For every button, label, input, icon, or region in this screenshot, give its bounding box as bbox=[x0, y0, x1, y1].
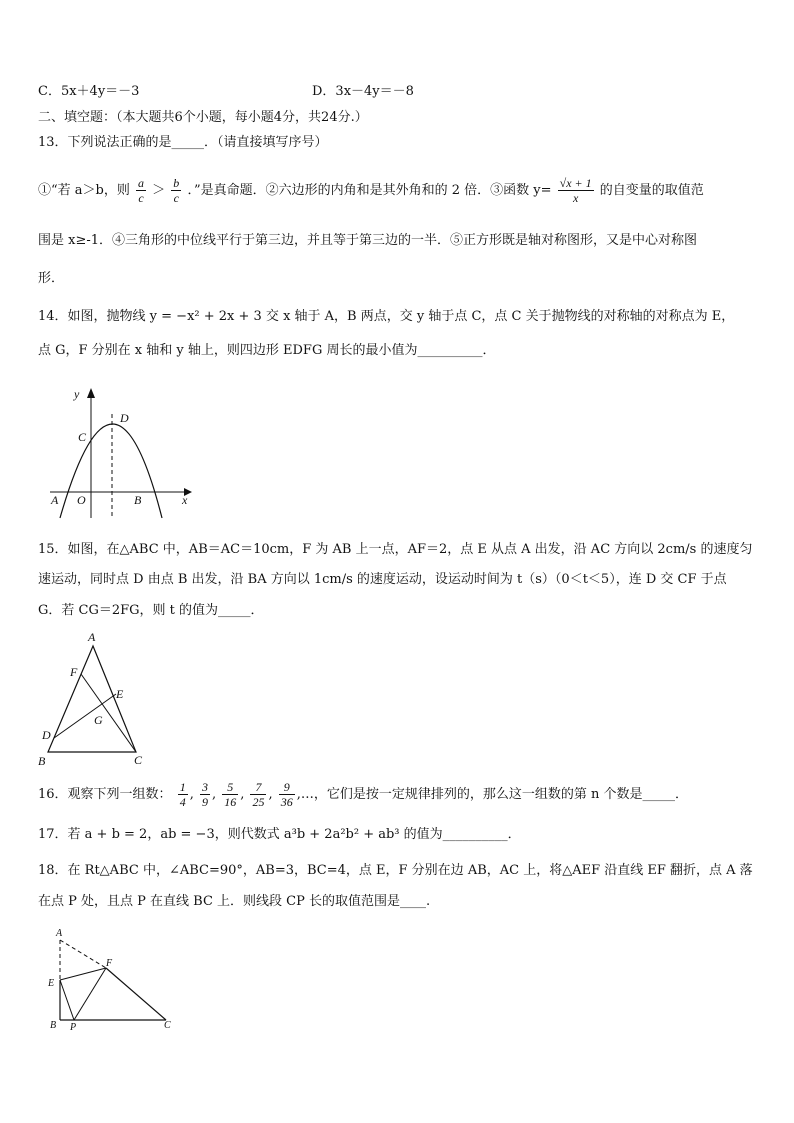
q13-line1 bbox=[38, 176, 704, 206]
q13-line1-c: 的自变量的取值范 bbox=[599, 183, 704, 198]
label-f: F bbox=[106, 958, 113, 969]
label-a: A bbox=[88, 630, 96, 644]
q13-fraction-b-over-c: $\frac{b}{c}$ bbox=[173, 176, 180, 205]
label-g: G bbox=[94, 713, 103, 727]
label-b: B bbox=[38, 754, 46, 768]
q13-stem: 13．下列说法正确的是_____．（请直接填写序号） bbox=[38, 135, 328, 150]
option-d: D．3x－4y＝－8 bbox=[312, 84, 414, 99]
label-c: C bbox=[134, 753, 143, 767]
label-y: y bbox=[74, 387, 80, 401]
q15-line1: 15．如图，在△ABC 中，AB＝AC＝10cm，F 为 AB 上一点，AF＝2，点 E 从点 A 出发，沿 AC 方向以 2cm/s 的速度匀 bbox=[38, 542, 753, 557]
parabola-curve bbox=[60, 424, 162, 518]
q13-function-fraction: $\frac{√x + 1}{x}$ bbox=[559, 176, 592, 205]
q14-line1: 14．如图，抛物线 y = −x² + 2x + 3 交 x 轴于 A，B 两点，交 y 轴于点 C，点 C 关于抛物线的对称轴的对称点为 E， bbox=[38, 309, 735, 324]
section-heading: 二、填空题：（本大题共6个小题，每小题4分，共24分.） bbox=[38, 110, 368, 125]
q15-line2: 速运动，同时点 D 由点 B 出发，沿 BA 方向以 1cm/s 的速度运动，设运动时间为 t（s）（0＜t＜5），连 D 交 CF 于点 bbox=[38, 572, 727, 587]
q16-fraction-3: $\frac{5}{16}$ bbox=[224, 780, 237, 809]
label-e: E bbox=[116, 687, 124, 701]
q13-line1-a: ①“若 a＞b，则 bbox=[38, 183, 130, 198]
q17-text: 17．若 a + b = 2，ab = −3，则代数式 a³b + 2a²b² + ab³ 的值为__________． bbox=[38, 827, 521, 842]
q15-triangle-figure bbox=[36, 628, 156, 770]
segment-fp bbox=[74, 968, 106, 1020]
label-x: x bbox=[182, 493, 188, 507]
label-o: O bbox=[77, 493, 86, 507]
q13-fraction-a-over-c: $\frac{a}{c}$ bbox=[138, 176, 144, 205]
q16-line: 16．观察下列一组数： $\frac{1}{4}$ , $\frac{3}{9}$ , $\frac{5}{16}$ , $\frac{7}{25}$ , $\frac{9}{36}$ ,…，它们是按一定规律排列的，那么这一组数的第 n 个数是_____． bbox=[38, 780, 689, 809]
q16-fraction-1: $\frac{1}{4}$ bbox=[179, 780, 186, 809]
q13-line3: 形． bbox=[38, 271, 65, 286]
q13-line2: 围是 x≥-1．④三角形的中位线平行于第三边，并且等于第三边的一半．⑤正方形既是轴对称图形，又是中心对称图 bbox=[38, 233, 698, 248]
label-e: E bbox=[48, 978, 55, 989]
segment-fc bbox=[106, 968, 166, 1020]
segment-af-dashed bbox=[60, 940, 106, 968]
q16-fraction-2: $\frac{3}{9}$ bbox=[201, 780, 208, 809]
segment-ep bbox=[60, 980, 74, 1020]
q16-fraction-5: $\frac{9}{36}$ bbox=[280, 780, 293, 809]
q18-line2: 在点 P 处，且点 P 在直线 BC 上．则线段 CP 长的取值范围是____. bbox=[38, 894, 431, 909]
q14-line2: 点 G，F 分别在 x 轴和 y 轴上，则四边形 EDFG 周长的最小值为__________． bbox=[38, 343, 496, 358]
label-a: A bbox=[51, 493, 59, 507]
q18-line1: 18．在 Rt△ABC 中，∠ABC=90°，AB=3，BC=4，点 E，F 分别在边 AB，AC 上，将△AEF 沿直线 EF 翻折，点 A 落 bbox=[38, 863, 753, 878]
label-b: B bbox=[50, 1020, 57, 1031]
segment-ef bbox=[60, 968, 106, 980]
q16-fraction-4: $\frac{7}{25}$ bbox=[252, 780, 265, 809]
q18-fold-figure bbox=[46, 924, 176, 1034]
label-d: D bbox=[42, 728, 51, 742]
q14-parabola-figure bbox=[46, 384, 196, 524]
q13-line1-b: ．”是真命题．②六边形的内角和是其外角和的 2 倍．③函数 y= bbox=[187, 183, 552, 198]
label-p: P bbox=[70, 1022, 77, 1033]
y-axis-arrow bbox=[87, 388, 95, 398]
label-b: B bbox=[134, 493, 142, 507]
q16-prefix: 16．观察下列一组数： bbox=[38, 787, 172, 802]
q13-gt-sign: ＞ bbox=[152, 183, 166, 198]
label-f: F bbox=[70, 665, 78, 679]
label-a: A bbox=[56, 928, 63, 939]
q15-line3: G．若 CG＝2FG，则 t 的值为_____． bbox=[38, 603, 264, 618]
label-c: C bbox=[78, 430, 87, 444]
label-d: D bbox=[120, 411, 129, 425]
q16-suffix: ,…，它们是按一定规律排列的，那么这一组数的第 n 个数是_____． bbox=[296, 787, 689, 802]
label-c: C bbox=[164, 1020, 171, 1031]
option-c: C．5x＋4y＝－3 bbox=[38, 84, 140, 99]
